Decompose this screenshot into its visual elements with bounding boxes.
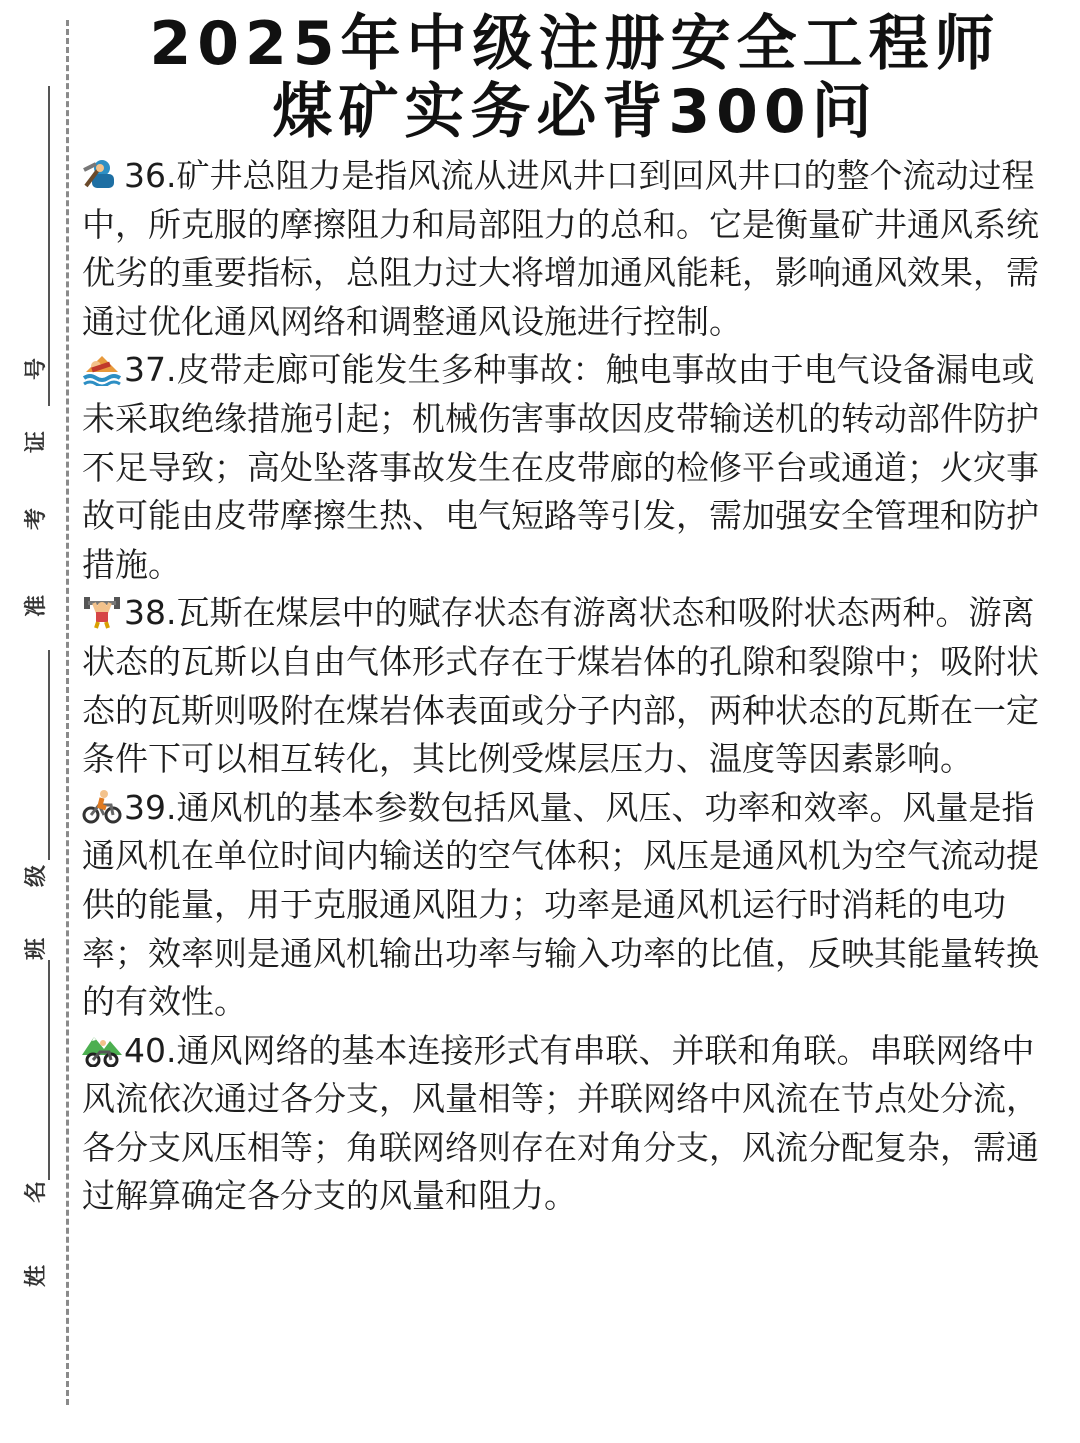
margin-label-ming: 名: [23, 1181, 49, 1204]
margin-label-xing: 姓: [23, 1265, 49, 1288]
question-list: [82, 152, 1062, 1221]
swimmer-icon: [82, 350, 122, 386]
class-underline: [48, 650, 50, 860]
question-number: 36.: [124, 156, 177, 195]
question-number: 37.: [124, 350, 177, 390]
page-title-line1: 2025年中级注册安全工程师: [149, 9, 1001, 79]
name-underline: [48, 960, 50, 1180]
question-number: 38.: [124, 593, 177, 633]
margin-label-kao: 考: [23, 508, 49, 531]
margin-label-ji: 级: [23, 865, 49, 888]
margin-label-zheng: 证: [23, 431, 49, 454]
question-text: 矿井总阻力是指风流从进风井口到回风井口的整个流动过程中，所克服的摩擦阻力和局部阻力的总和。它是衡量矿井通风系统优劣的重要指标，总阻力过大将增加通风能耗，影响通风效果，需通过优化通风网络和调整通风设施进行控制。: [82, 156, 1039, 341]
binding-dashed-line: [66, 20, 69, 1405]
question-text: 皮带走廊可能发生多种事故：触电事故由于电气设备漏电或未采取绝缘措施引起；机械伤害事故因皮带输送机的转动部件防护不足导致；高处坠落事故发生在皮带廊的检修平台或通道；火灾事故可能由皮带摩擦生热、电气短路等引发，需加强安全管理和防护措施。: [82, 350, 1039, 584]
mining-icon: [82, 156, 122, 192]
cyclist-icon: [82, 788, 122, 824]
question-item: [82, 152, 1062, 346]
margin-label-zhun: 准: [23, 595, 49, 618]
question-number: 40.: [124, 1030, 177, 1070]
question-item: [82, 784, 1062, 1027]
question-number: 39.: [124, 787, 177, 827]
question-text: 通风网络的基本连接形式有串联、并联和角联。串联网络中风流依次通过各分支，风量相等；并联网络中风流在节点处分流，各分支风压相等；角联网络则存在对角分支，风流分配复杂，需通过解算确定各分支的风量和阻力。: [82, 1030, 1039, 1216]
weightlifter-icon: [82, 593, 122, 629]
question-text: 瓦斯在煤层中的赋存状态有游离状态和吸附状态两种。游离状态的瓦斯以自由气体形式存在于煤岩体的孔隙和裂隙中；吸附状态的瓦斯则吸附在煤岩体表面或分子内部，两种状态的瓦斯在一定条件下可以相互转化，其比例受煤层压力、温度等因素影响。: [82, 593, 1039, 779]
margin-label-hao: 号: [23, 358, 49, 381]
question-text: 通风机的基本参数包括风量、风压、功率和效率。风量是指通风机在单位时间内输送的空气体积；风压是通风机为空气流动提供的能量，用于克服通风阻力；功率是通风机运行时消耗的电功率；效率则是通风机输出功率与输入功率的比值，反映其能量转换的有效性。: [82, 787, 1039, 1022]
question-item: [82, 589, 1062, 783]
question-item: [82, 346, 1062, 589]
page-title-line2: 煤矿实务必背300问: [272, 77, 878, 147]
margin-label-ban: 班: [23, 938, 49, 961]
question-item: [82, 1027, 1062, 1221]
mountain-biker-icon: [82, 1031, 122, 1067]
